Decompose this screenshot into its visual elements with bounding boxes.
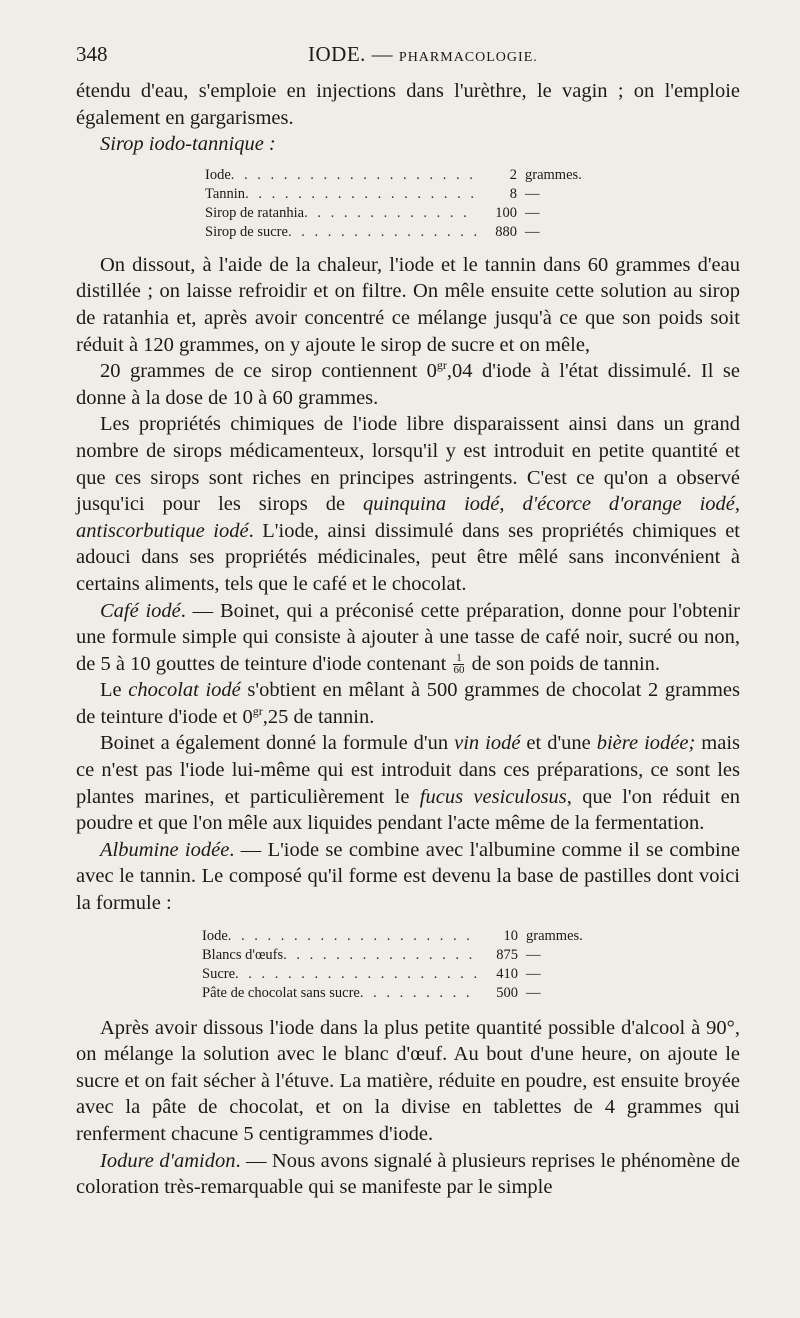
running-title-section: PHARMACOLOGIE. (398, 50, 538, 65)
paragraph-iodure-amidon (76, 1148, 740, 1201)
leader-dots (283, 946, 478, 965)
leader-dots (288, 223, 477, 242)
running-title (308, 42, 538, 67)
text-run: , (499, 493, 523, 516)
italic-term: quinquina iodé (363, 493, 500, 516)
text-run: . — Boinet, qui a préconisé cette préparation, donne pour l'obtenir une formule simple qui consiste à ajouter à une tasse de café noir, sucré ou non, de 5 à 10 gouttes de teinture d'iode contenant (76, 599, 740, 675)
italic-term: d'écorce d'orange iodé (522, 493, 735, 516)
recipe-row (205, 204, 615, 223)
paragraph-3 (76, 358, 740, 411)
text-run: 20 grammes de ce sirop contiennent 0 (100, 360, 437, 383)
paragraph-cafe-iode (76, 598, 740, 678)
recipe-row (202, 965, 616, 984)
italic-heading: Iodure d'amidon (100, 1149, 236, 1172)
italic-term: antiscorbutique iodé (76, 519, 249, 542)
text-run: ,25 de tannin. (262, 705, 375, 728)
ingredient-name: Tannin (205, 185, 246, 202)
recipe-pastilles (202, 927, 616, 1003)
running-header (76, 42, 740, 72)
leader-dots (304, 204, 477, 223)
recipe-row (205, 166, 615, 185)
paragraph-9: Après avoir dissous l'iode dans la plus petite quantité possible d'alcool à 90°, on mélange la solution avec le blanc d'œuf. Au bout d'une heure, on ajoute le sucre et on fait sécher à l'étuve. La matière, réduite en poudre, est ensuite broyée avec la pâte de chocolat, et on la divise en tablettes de 4 grammes qui renferment chacune 5 centigrammes d'iode. (76, 1016, 740, 1145)
paragraph-2: On dissout, à l'aide de la chaleur, l'iode et le tannin dans 60 grammes d'eau distillée ; on laisse refroidir et on filtre. On mêle ensuite cette solution au sirop de ratanhia et, après avoir concentré ce mélange jusqu'à ce que son poids soit réduit à 120 grammes, on y ajoute le sirop de sucre et on mêle, (76, 253, 740, 356)
ingredient-name: Pâte de chocolat sans sucre (202, 984, 360, 1001)
text-run: Le (100, 679, 129, 702)
ingredient-quantity: 875 (496, 946, 518, 963)
ingredient-quantity: 880 (495, 223, 517, 240)
ingredient-unit: — (525, 185, 540, 202)
ingredient-name: Sirop de ratanhia (205, 204, 305, 221)
italic-term: vin iodé (454, 732, 521, 755)
text-run: Boinet a également donné la formule d'un (100, 732, 455, 755)
superscript-gr: gr (252, 704, 263, 719)
text-run: ,04 d'iode à l'état dissimulé. Il se donne à la dose de 10 à 60 grammes. (76, 360, 740, 409)
leader-dots (360, 984, 478, 1003)
recipe-row (202, 927, 616, 946)
italic-heading: Café iodé (100, 599, 181, 622)
italic-term: fucus vesiculosus (419, 785, 567, 808)
ingredient-quantity: 410 (496, 965, 518, 982)
italic-term: bière iodée; (596, 732, 696, 755)
ingredient-quantity: 2 (509, 166, 517, 183)
paragraph-1: étendu d'eau, s'emploie en injections dans l'urèthre, le vagin ; on l'emploie également en gargarismes. (76, 80, 740, 129)
ingredient-unit: — (525, 204, 540, 221)
text-run: . L'iode, ainsi dissimulé dans ses propriétés chimiques et adouci dans ses propriétés médicinales, peut être mêlé sans inconvénient à certains aliments, tels que le café et le chocolat. (76, 519, 740, 595)
text-run: , (734, 493, 741, 516)
text-run: . — Nous avons signalé à plusieurs reprises le phénomène de coloration très-remarquable qui se manifeste par le simple (76, 1149, 740, 1199)
fraction-numerator: 1 (453, 653, 464, 665)
running-title-main: IODE. — (308, 42, 399, 66)
page-body (76, 78, 740, 1201)
fraction (453, 653, 464, 676)
ingredient-name: Blancs d'œufs (202, 946, 284, 963)
superscript-gr: gr (436, 358, 447, 373)
leader-dots (231, 166, 477, 185)
text-run: et d'une (520, 732, 597, 755)
text-run: de son poids de tannin. (466, 652, 661, 675)
ingredient-unit: — (526, 946, 541, 963)
ingredient-quantity: 8 (509, 185, 517, 202)
ingredient-name: Sucre (202, 965, 236, 982)
ingredient-name: Iode (202, 927, 228, 944)
fraction-denominator: 60 (453, 664, 465, 677)
ingredient-unit: grammes. (525, 166, 582, 183)
sirop-title: Sirop iodo-tannique : (100, 133, 276, 156)
text-run: . — L'iode se combine avec l'albumine comme il se combine avec le tannin. Le composé qu'il forme est devenu la base de pastilles dont voici la formule : (76, 838, 740, 915)
leader-dots (245, 185, 477, 204)
recipe-row (202, 984, 616, 1003)
text-run: mais ce n'est pas l'iode lui-même qui est introduit dans ces préparations, ce sont les plantes marines, et particulièrement le (76, 732, 740, 808)
text-run: Les propriétés chimiques de l'iode libre disparaissent ainsi dans un grand nombre de sirops médicamenteux, lorsqu'il y est introduit en petite quantité et que ces sirops sont riches en principes astringents. C'est ce qu'on a observé jusqu'ici pour les sirops de (76, 413, 740, 516)
paragraph-chocolat-iode (76, 677, 740, 730)
recipe-row (205, 223, 615, 242)
ingredient-unit: — (525, 223, 540, 240)
leader-dots (235, 965, 478, 984)
paragraph-4 (76, 411, 740, 597)
ingredient-name: Iode (205, 166, 231, 183)
italic-heading: Albumine iodée (100, 838, 230, 861)
leader-dots (228, 927, 478, 946)
text-run: s'obtient en mêlant à 500 grammes de chocolat 2 grammes de teinture d'iode et 0 (76, 679, 740, 728)
recipe-row (202, 946, 616, 965)
ingredient-unit: — (526, 965, 541, 982)
ingredient-unit: — (526, 984, 541, 1001)
ingredient-quantity: 10 (503, 927, 518, 944)
ingredient-quantity: 100 (495, 204, 517, 221)
page-number: 348 (76, 42, 108, 66)
paragraph-vin-biere (76, 730, 740, 836)
ingredient-unit: grammes. (526, 927, 583, 944)
italic-term: chocolat iodé (128, 679, 241, 702)
ingredient-name: Sirop de sucre (205, 223, 288, 240)
sirop-iodo-tannique-heading (76, 131, 740, 158)
recipe-sirop-iodo-tannique (205, 166, 615, 242)
ingredient-quantity: 500 (496, 984, 518, 1001)
text-run: , que l'on réduit en poudre et que l'on mêle aux liquides pendant l'acte même de la fermentation. (76, 785, 740, 835)
recipe-row (205, 185, 615, 204)
paragraph-albumine-iodee (76, 837, 740, 917)
